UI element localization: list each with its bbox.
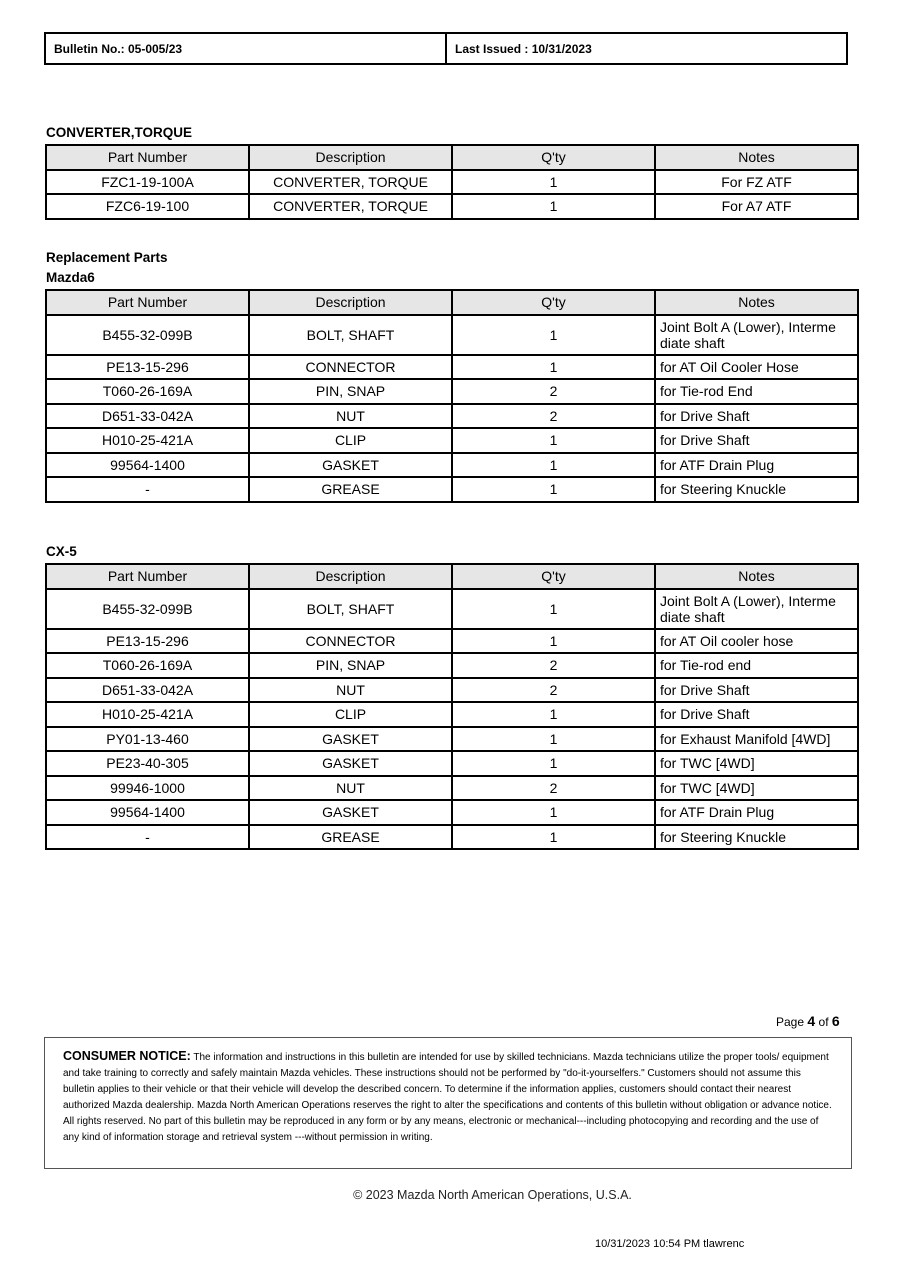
column-header: Part Number (46, 564, 249, 589)
table-row (46, 355, 858, 380)
qty-cell: 2 (452, 678, 655, 703)
description-cell: NUT (249, 776, 452, 801)
part-number-cell: PE13-15-296 (46, 629, 249, 654)
description-cell: GASKET (249, 453, 452, 478)
table-row (46, 727, 858, 752)
column-header: Notes (655, 564, 858, 589)
column-header: Q'ty (452, 564, 655, 589)
table-header-row (46, 290, 858, 315)
qty-cell: 2 (452, 379, 655, 404)
qty-cell: 2 (452, 653, 655, 678)
converter-table (45, 144, 859, 220)
description-cell: GREASE (249, 825, 452, 850)
table-row (46, 629, 858, 654)
part-number-cell: B455-32-099B (46, 589, 249, 629)
description-cell: CONNECTOR (249, 355, 452, 380)
table-row (46, 589, 858, 629)
notes-cell: for Drive Shaft (655, 702, 858, 727)
part-number-cell: H010-25-421A (46, 428, 249, 453)
notes-cell: For A7 ATF (655, 194, 858, 219)
consumer-notice-title: CONSUMER NOTICE: (63, 1049, 191, 1063)
column-header: Description (249, 290, 452, 315)
part-number-cell: T060-26-169A (46, 653, 249, 678)
column-header: Q'ty (452, 290, 655, 315)
part-number-cell: 99564-1400 (46, 453, 249, 478)
notes-cell: for Tie-rod end (655, 653, 858, 678)
qty-cell: 1 (452, 589, 655, 629)
description-cell: GASKET (249, 751, 452, 776)
table-row (46, 800, 858, 825)
part-number-cell: D651-33-042A (46, 678, 249, 703)
print-timestamp: 10/31/2023 10:54 PM tlawrenc (595, 1238, 745, 1250)
page-number: Page 4 of 6 (776, 1013, 840, 1029)
qty-cell: 1 (452, 477, 655, 502)
notes-cell: for Steering Knuckle (655, 825, 858, 850)
qty-cell: 1 (452, 751, 655, 776)
part-number-cell: - (46, 825, 249, 850)
column-header: Description (249, 564, 452, 589)
part-number-cell: T060-26-169A (46, 379, 249, 404)
table-row (46, 194, 858, 219)
table-row (46, 776, 858, 801)
part-number-cell: D651-33-042A (46, 404, 249, 429)
notes-cell: for Drive Shaft (655, 404, 858, 429)
table-row (46, 477, 858, 502)
part-number-cell: PE23-40-305 (46, 751, 249, 776)
mazda6-table (45, 289, 859, 503)
qty-cell: 1 (452, 355, 655, 380)
description-cell: CLIP (249, 428, 452, 453)
part-number-cell: PE13-15-296 (46, 355, 249, 380)
notes-cell: for ATF Drain Plug (655, 453, 858, 478)
description-cell: CLIP (249, 702, 452, 727)
qty-cell: 1 (452, 825, 655, 850)
notes-cell: for TWC [4WD] (655, 776, 858, 801)
notes-cell: for Exhaust Manifold [4WD] (655, 727, 858, 752)
qty-cell: 1 (452, 702, 655, 727)
qty-cell: 2 (452, 404, 655, 429)
notes-cell: for Drive Shaft (655, 428, 858, 453)
part-number-cell: - (46, 477, 249, 502)
cx5-table (45, 563, 859, 850)
table-row (46, 702, 858, 727)
qty-cell: 1 (452, 629, 655, 654)
notes-cell: Joint Bolt A (Lower), Interme diate shaft (655, 315, 858, 355)
notes-cell: for AT Oil Cooler Hose (655, 355, 858, 380)
column-header: Part Number (46, 290, 249, 315)
column-header: Part Number (46, 145, 249, 170)
converter-section-title: CONVERTER,TORQUE (46, 125, 193, 140)
qty-cell: 1 (452, 315, 655, 355)
column-header: Notes (655, 290, 858, 315)
qty-cell: 2 (452, 776, 655, 801)
table-row (46, 315, 858, 355)
column-header: Description (249, 145, 452, 170)
notes-cell: for ATF Drain Plug (655, 800, 858, 825)
qty-cell: 1 (452, 727, 655, 752)
table-header-row (46, 564, 858, 589)
description-cell: NUT (249, 404, 452, 429)
table-row (46, 379, 858, 404)
description-cell: GASKET (249, 800, 452, 825)
qty-cell: 1 (452, 800, 655, 825)
notes-cell: for AT Oil cooler hose (655, 629, 858, 654)
column-header: Notes (655, 145, 858, 170)
cx5-section-title: CX-5 (46, 544, 77, 559)
table-row (46, 453, 858, 478)
description-cell: PIN, SNAP (249, 379, 452, 404)
qty-cell: 1 (452, 428, 655, 453)
table-row (46, 404, 858, 429)
description-cell: GREASE (249, 477, 452, 502)
description-cell: BOLT, SHAFT (249, 315, 452, 355)
bulletin-header (44, 32, 848, 65)
description-cell: BOLT, SHAFT (249, 589, 452, 629)
consumer-notice (44, 1037, 852, 1169)
notes-cell: for TWC [4WD] (655, 751, 858, 776)
notes-cell: Joint Bolt A (Lower), Interme diate shaft (655, 589, 858, 629)
column-header: Q'ty (452, 145, 655, 170)
qty-cell: 1 (452, 170, 655, 195)
part-number-cell: 99946-1000 (46, 776, 249, 801)
notes-cell: For FZ ATF (655, 170, 858, 195)
part-number-cell: H010-25-421A (46, 702, 249, 727)
description-cell: GASKET (249, 727, 452, 752)
description-cell: CONVERTER, TORQUE (249, 170, 452, 195)
table-row (46, 428, 858, 453)
table-row (46, 653, 858, 678)
bulletin-number: Bulletin No.: 05-005/23 (54, 41, 183, 56)
qty-cell: 1 (452, 453, 655, 478)
table-row (46, 170, 858, 195)
notes-cell: for Tie-rod End (655, 379, 858, 404)
mazda6-section-title: Mazda6 (46, 270, 95, 285)
replacement-parts-title: Replacement Parts (46, 250, 168, 265)
copyright: © 2023 Mazda North American Operations, U.S.A. (353, 1188, 632, 1202)
consumer-notice-text: The information and instructions in this bulletin are intended for use by skilled technicians. Mazda technicians utilize the proper tools/ equipment and take training to correctly and safely maintain Mazda vehicles. These instructions should not be performed by "do-it-yourselfers." Customers should not assume this bulletin applies to their vehicle or that their vehicle will develop the described concern. To determine if the information applies, customers should contact their nearest authorized Mazda dealership. Mazda North American Operations reserves the right to alter the specifications and contents of this bulletin without obligation or advance notice. All rights reserved. No part of this bulletin may be reproduced in any form or by any means, electronic or mechanical---including photocopying and recording and the use of any kind of information storage and retrieval system ---without permission in writing. (63, 1052, 832, 1143)
part-number-cell: 99564-1400 (46, 800, 249, 825)
notes-cell: for Steering Knuckle (655, 477, 858, 502)
description-cell: CONVERTER, TORQUE (249, 194, 452, 219)
description-cell: CONNECTOR (249, 629, 452, 654)
part-number-cell: PY01-13-460 (46, 727, 249, 752)
description-cell: PIN, SNAP (249, 653, 452, 678)
table-row (46, 751, 858, 776)
part-number-cell: FZC6-19-100 (46, 194, 249, 219)
table-row (46, 825, 858, 850)
description-cell: NUT (249, 678, 452, 703)
qty-cell: 1 (452, 194, 655, 219)
part-number-cell: B455-32-099B (46, 315, 249, 355)
last-issued: Last Issued : 10/31/2023 (445, 34, 846, 63)
table-header-row (46, 145, 858, 170)
notes-cell: for Drive Shaft (655, 678, 858, 703)
part-number-cell: FZC1-19-100A (46, 170, 249, 195)
table-row (46, 678, 858, 703)
